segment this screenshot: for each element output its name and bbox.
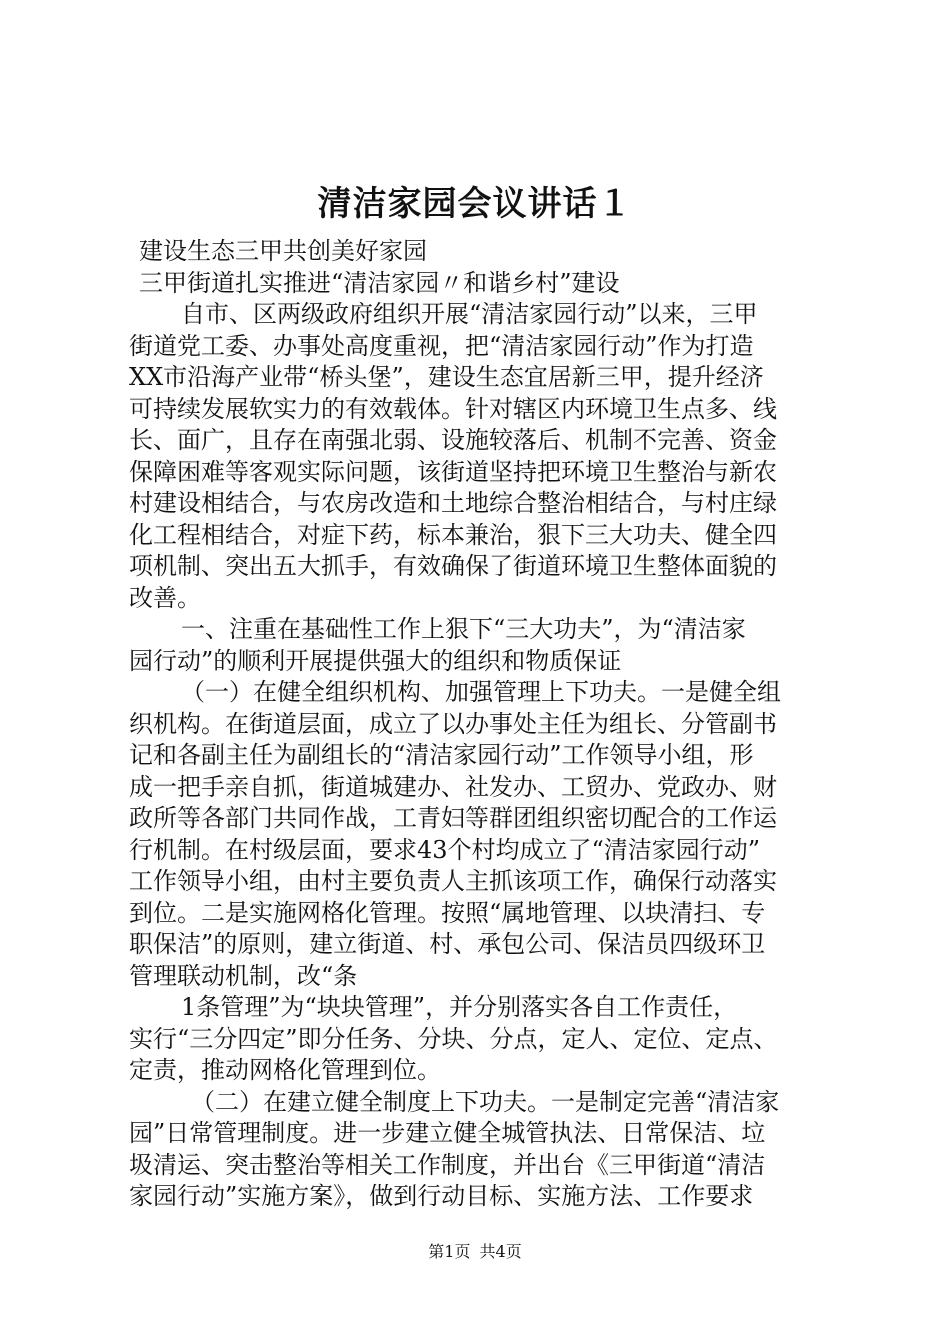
- paragraph-line: 村建设相结合，与农房改造和土地综合整治相结合，与村庄绿: [129, 489, 777, 517]
- paragraph-line: 圾清运、突击整治等相关工作制度，并出台《三甲街道“清洁: [129, 1150, 766, 1179]
- section-heading-line: 园行动”的顺利开展提供强大的组织和物质保证: [129, 646, 622, 675]
- paragraph-line: 定责，推动网格化管理到位。: [129, 1056, 441, 1084]
- paragraph-line: 到位。二是实施网格化管理。按照“属地管理、以块清扫、专: [129, 898, 766, 927]
- paragraph-line: 保障困难等客观实际问题，该街道坚持把环境卫生整治与新农: [129, 457, 777, 486]
- paragraph-line: 可持续发展软实力的有效载体。针对辖区内环境卫生点多、线: [129, 394, 777, 423]
- subtitle-line-1: 建设生态三甲共创美好家园: [139, 237, 427, 265]
- paragraph-line: 行机制。在村级层面，要求43个村均成立了“清洁家园行动”: [129, 835, 761, 864]
- page-total: 共4页: [479, 1242, 522, 1261]
- paragraph-line: 实行“三分四定”即分任务、分块、分点，定人、定位、定点、: [129, 1024, 778, 1053]
- subtitle-line-2: 三甲街道扎实推进“清洁家园〃和谐乡村”建设: [139, 268, 620, 297]
- paragraph-line: 管理联动机制，改“条: [129, 961, 358, 990]
- paragraph-line: （一）在健全组织机构、加强管理上下功夫。一是健全组: [181, 678, 781, 706]
- paragraph-line: 改善。: [129, 583, 201, 612]
- paragraph-line: 记和各副主任为副组长的“清洁家园行动”工作领导小组，形: [129, 741, 754, 769]
- section-heading-line: 一、注重在基础性工作上狠下“三大功夫”，为“清洁家: [181, 615, 746, 643]
- page-number: 第1页: [428, 1242, 471, 1261]
- document-title: 清洁家园会议讲话１: [317, 184, 633, 224]
- paragraph-line: 工作领导小组，由村主要负责人主抓该项工作，确保行动落实: [129, 867, 777, 895]
- paragraph-line: （二）在建立健全制度上下功夫。一是制定完善“清洁家: [191, 1087, 780, 1116]
- page-footer: [0, 1242, 950, 1262]
- paragraph-line: 自市、区两级政府组织开展“清洁家园行动”以来，三甲: [181, 300, 758, 328]
- paragraph-line: 1条管理”为“块块管理”，并分别落实各自工作责任，: [181, 993, 738, 1021]
- paragraph-line: 政所等各部门共同作战，工青妇等群团组织密切配合的工作运: [129, 804, 777, 832]
- paragraph-line: 街道党工委、办事处高度重视，把“清洁家园行动”作为打造: [129, 331, 754, 360]
- paragraph-line: 成一把手亲自抓，街道城建办、社发办、工贸办、党政办、财: [129, 772, 777, 801]
- paragraph-line: 织机构。在街道层面，成立了以办事处主任为组长、分管副书: [129, 709, 777, 738]
- paragraph-line: 家园行动”实施方案》，做到行动目标、实施方法、工作要求: [129, 1182, 754, 1210]
- paragraph-line: XX市沿海产业带“桥头堡”，建设生态宜居新三甲，提升经济: [129, 363, 764, 391]
- document-body: [129, 236, 829, 1213]
- paragraph-line: 项机制、突出五大抓手，有效确保了街道环境卫生整体面貌的: [129, 552, 777, 580]
- paragraph-line: 园”日常管理制度。进一步建立健全城管执法、日常保洁、垃: [129, 1119, 766, 1147]
- paragraph-line: 长、面广，且存在南强北弱、设施较落后、机制不完善、资金: [129, 426, 777, 454]
- paragraph-line: 化工程相结合，对症下药，标本兼治，狠下三大功夫、健全四: [129, 520, 777, 549]
- paragraph-line: 职保洁”的原则，建立街道、村、承包公司、保洁员四级环卫: [129, 930, 766, 958]
